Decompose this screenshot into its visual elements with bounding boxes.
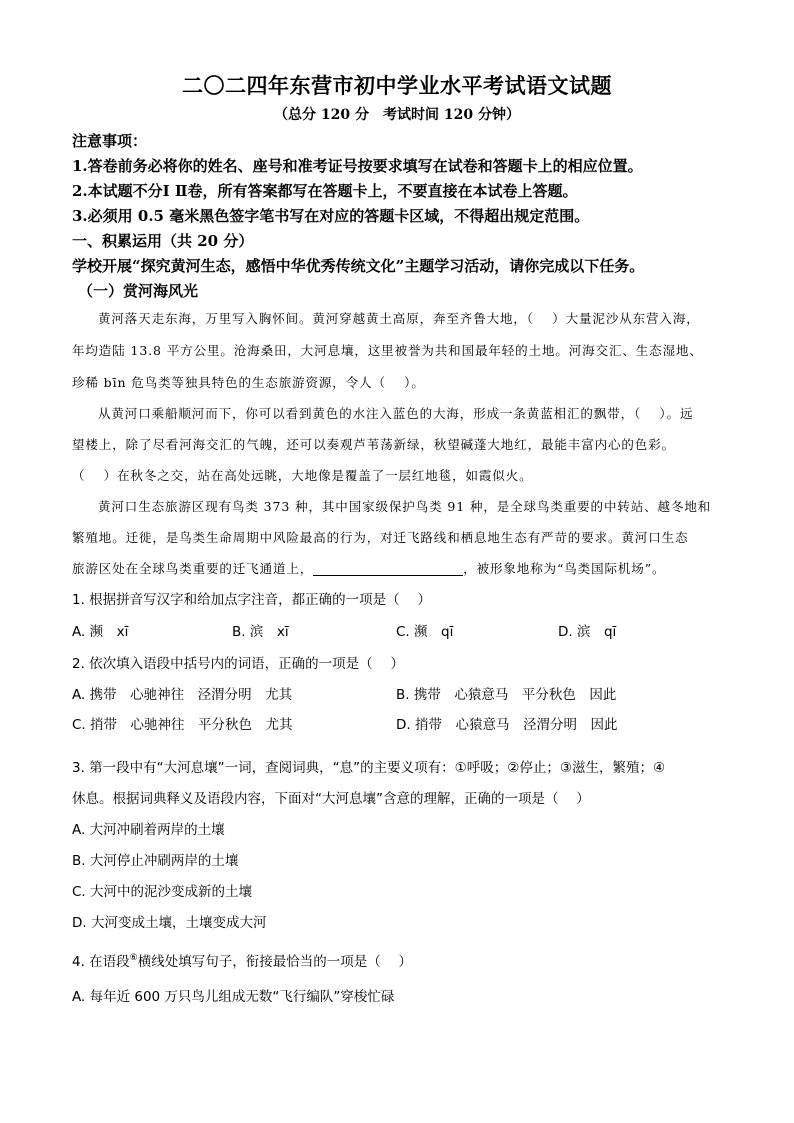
q4-stem [72, 950, 412, 970]
q1-option-b: B. 滨 xī [232, 624, 289, 640]
q2-option-d: D. 捎带 心猿意马 泾渭分明 因此 [396, 717, 618, 733]
notice-item-3: 3.必须用 0.5 毫米黑色签字笔书写在对应的答题卡区域，不得超出规定范围。 [72, 207, 590, 225]
q2-option-a: A. 携带 心驰神往 泾渭分明 尤其 [72, 687, 293, 703]
q4-stem-end: 横线处填写句子，衔接最恰当的一项是（ ） [137, 954, 413, 970]
passage-p3-line3-end: ，被形象地称为“鸟类国际机场”。 [463, 561, 666, 576]
exam-title: 二〇二四年东营市初中学业水平考试语文试题 [182, 73, 612, 98]
passage-p2-line3: （ ）在秋冬之交，站在高处远眺，大地像是覆盖了一层红地毯，如霞似火。 [72, 468, 533, 483]
q4-stem-start: 4. 在语段 [72, 954, 130, 970]
q2-option-c: C. 捎带 心驰神往 平分秋色 尤其 [72, 717, 293, 733]
passage-p2-line1: 从黄河口乘船顺河而下，你可以看到黄色的水注入蓝色的大海，形成一条黄蓝相汇的飘带，（ ）。远 [98, 406, 694, 421]
q3-option-d: D. 大河变成土壤，土壤变成大河 [72, 915, 267, 931]
q3-option-b: B. 大河停止冲刷两岸的土壤 [72, 853, 239, 869]
passage-p3-line1: 黄河口生态旅游区现有鸟类 373 种，其中国家级保护鸟类 91 种，是全球鸟类重要的中转站、越冬地和 [98, 499, 712, 514]
q3-option-c: C. 大河中的泥沙变成新的土壤 [72, 884, 253, 900]
q1-option-d: D. 滨 qī [558, 624, 617, 640]
passage-p2-line2: 望楼上，除了尽看河海交汇的气魄，还可以奏观芦苇荡新绿，秋望碱蓬大地红，最能丰富内心的色彩。 [72, 437, 676, 452]
section-intro: 学校开展“探究黄河生态，感悟中华优秀传统文化”主题学习活动，请你完成以下任务。 [72, 257, 645, 275]
passage-p3-line3 [72, 559, 665, 577]
section-heading: 一、积累运用（共 20 分） [72, 232, 254, 250]
q1-option-a: A. 濒 xī [72, 624, 129, 640]
q4-paragraph-mark: ⑥ [129, 953, 138, 963]
notice-item-2: 2.本试题不分Ⅰ Ⅱ卷，所有答案都写在答题卡上，不要直接在本试卷上答题。 [72, 182, 578, 200]
q2-stem: 2. 依次填入语段中括号内的词语，正确的一项是（ ） [72, 656, 404, 672]
passage-p3-line2: 繁殖地。迁徙，是鸟类生命周期中风险最高的行为，对迁飞路线和栖息地生态有严苛的要求。黄河口生态 [72, 530, 689, 545]
q3-option-a: A. 大河冲刷着两岸的土壤 [72, 822, 225, 838]
subsection-heading: （一）赏河海风光 [78, 282, 199, 300]
q2-option-b: B. 携带 心猿意马 平分秋色 因此 [396, 687, 617, 703]
answer-blank [313, 561, 463, 576]
q3-stem-line2: 休息。根据词典释义及语段内容，下面对“大河息壤”含意的理解，正确的一项是（ ） [72, 791, 590, 807]
passage-p1-line1: 黄河落天走东海，万里写入胸怀间。黄河穿越黄土高原，奔至齐鲁大地，（ ）大量泥沙从东营入海， [98, 311, 700, 326]
q4-option-a: A. 每年近 600 万只鸟儿组成无数“飞行编队”穿梭忙碌 [72, 989, 395, 1005]
q1-stem: 1. 根据拼音写汉字和给加点字注音，都正确的一项是（ ） [72, 592, 431, 608]
q3-stem-line1: 3. 第一段中有“大河息壤”一词，查阅词典，“息”的主要义项有：①呼吸；②停止；③滋生，繁殖；④ [72, 760, 666, 776]
q1-option-c: C. 濒 qī [396, 624, 454, 640]
notice-item-1: 1.答卷前务必将你的姓名、座号和准考证号按要求填写在试卷和答题卡上的相应位置。 [72, 157, 643, 175]
passage-p1-line2: 年均造陆 13.8 平方公里。沧海桑田，大河息壤，这里被誉为共和国最年轻的土地。河海交汇、生态湿地、 [72, 343, 703, 358]
notice-heading: 注意事项： [72, 132, 148, 150]
passage-p1-line3: 珍稀 bīn 危鸟类等独具特色的生态旅游资源，令人（ ）。 [72, 375, 425, 390]
exam-subtitle: （总分 120 分 考试时间 120 分钟） [274, 107, 520, 123]
passage-p3-line3-start: 旅游区处在全球鸟类重要的迁飞通道上， [72, 561, 314, 576]
